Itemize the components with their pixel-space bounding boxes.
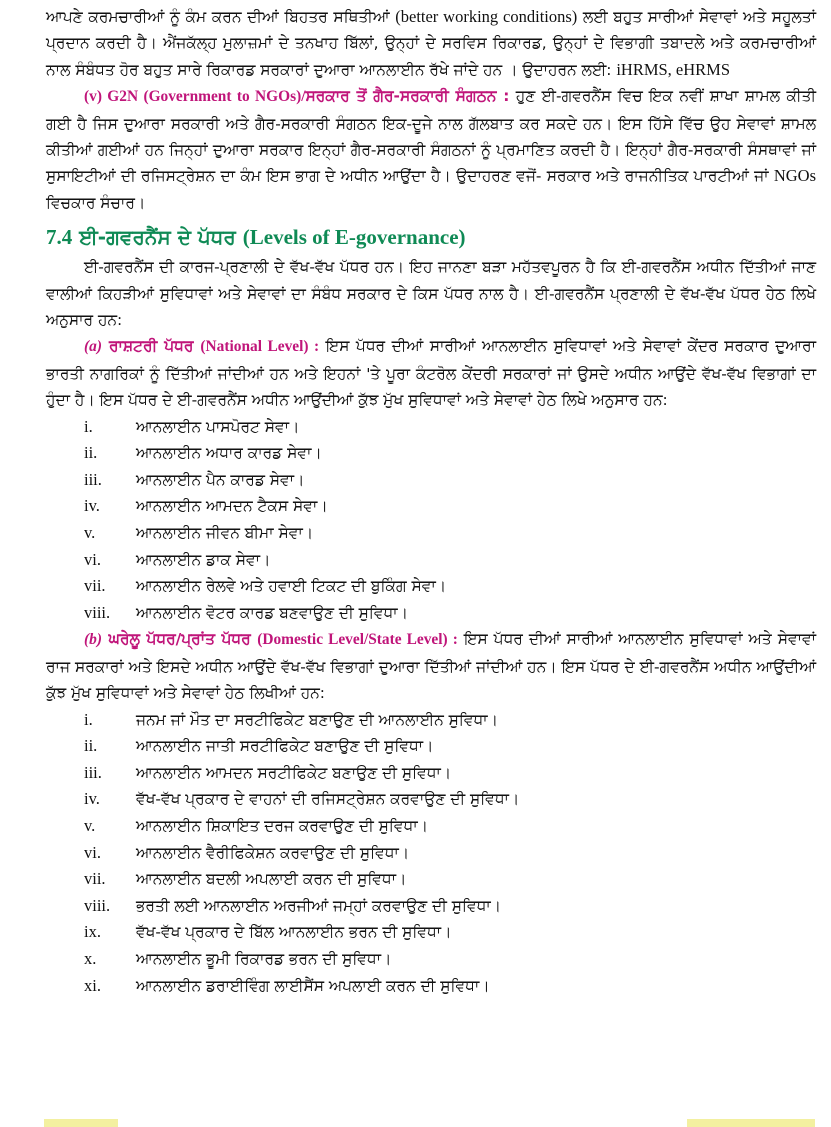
intro-text-c: ਲਈ ਬਹੁਤ ਸਾਰੀਆਂ ਸੇਵਾਵਾਂ ਅਤੇ ਸਹੂਲਤਾਂ ਪ੍ਰਦਾਨ ਕਰਦੀ ਹੈ। ਐਂਜਕੱਲ੍ਹ ਮੁਲਾਜ਼ਮਾਂ ਦੇ ਤਨਖਾਹ ਬਿੱਲਾਂ, ਉਨ੍ਹਾਂ ਦੇ ਸਰਵਿਸ ਰਿਕਾਰਡ, ਉਨ੍ਹਾਂ ਦੇ ਵਿਭਾਗੀ ਤਬਾਦਲੇ ਅਤੇ ਕਰਮਚਾਰੀਆਂ ਨਾਲ ਸੰਬੰਧਤ ਹੋਰ ਬਹੁਤ ਸਾਰੇ ਰਿਕਾਰਡ ਸਰਕਾਰਾਂ ਦੁਆਰਾ ਆਨਲਾਈਨ ਰੱਖੇ ਜਾਂਦੇ ਹਨ । ਉਦਾਹਰਨ ਲਈ: [46,8,817,79]
list-item: iii. ਆਨਲਾਈਨ ਪੈਨ ਕਾਰਡ ਸੇਵਾ। [84,469,305,489]
section-title-latin: (Levels of E-governance) [242,225,466,250]
list-item: v. ਆਨਲਾਈਨ ਸ਼ਿਕਾਇਤ ਦਰਜ ਕਰਵਾਉਣ ਦੀ ਸੁਵਿਧਾ। [84,816,428,836]
domestic-list [46,707,816,1000]
g2n-heading-gurmukhi: ਸਰਕਾਰ ਤੋਂ ਗੈਰ-ਸਰਕਾਰੀ ਸੰਗਠਨ : [305,87,510,106]
list-item: vi. ਆਨਲਾਈਨ ਵੈਰੀਫਿਕੇਸ਼ਨ ਕਰਵਾਉਣ ਦੀ ਸੁਵਿਧਾ। [84,842,410,862]
section-number: 7.4 [46,225,73,250]
list-item: viii. ਭਰਤੀ ਲਈ ਆਨਲਾਈਨ ਅਰਜੀਆਂ ਜਮ੍ਹਾਂ ਕਰਵਾਉਣ ਦੀ ਸੁਵਿਧਾ। [84,895,502,915]
list-item: i. ਆਨਲਾਈਨ ਪਾਸਪੋਰਟ ਸੇਵਾ। [84,416,300,436]
section-title-gurmukhi: ਈ-ਗਵਰਨੈਂਸ ਦੇ ਪੱਧਰ [72,225,243,250]
list-item: ii. ਆਨਲਾਈਨ ਜਾਤੀ ਸਰਟੀਫਿਕੇਟ ਬਣਾਉਣ ਦੀ ਸੁਵਿਧਾ। [84,736,434,756]
domestic-label-letter: (b) [84,631,102,649]
g2n-text-a: ਹੁਣ ਈ-ਗਵਰਨੈਂਸ ਵਿਚ ਇਕ ਨਵੀਂ ਸ਼ਾਖਾ ਸ਼ਾਮਲ ਕੀਤੀ ਗਈ ਹੈ ਜਿਸ ਦੁਆਰਾ ਸਰਕਾਰੀ ਅਤੇ ਗੈਰ-ਸਰਕਾਰੀ ਸੰਗਠਨ ਇਕ-ਦੂਜੇ ਨਾਲ ਗੱਲਬਾਤ ਕਰ ਸਕਦੇ ਹਨ। ਇਸ ਹਿੱਸੇ ਵਿੱਚ ਉਹ ਸੇਵਾਵਾਂ ਸ਼ਾਮਲ ਕੀਤੀਆਂ ਗਈਆਂ ਹਨ ਜਿਨ੍ਹਾਂ ਦੁਆਰਾ ਸਰਕਾਰ ਇਨ੍ਹਾਂ ਗੈਰ-ਸਰਕਾਰੀ ਸੰਗਠਨਾਂ ਨੂੰ ਪ੍ਰਮਾਣਿਤ ਕਰਦੀ ਹੈ। ਇਨ੍ਹਾਂ ਗੈਰ-ਸਰਕਾਰੀ ਸੰਸਥਾਵਾਂ ਜਾਂ ਸੁਸਾਇਟੀਆਂ ਦੀ ਰਜਿਸਟ੍ਰੇਸ਼ਨ ਦਾ ਕੰਮ ਇਸ ਭਾਗ ਦੇ ਅਧੀਨ ਆਉਂਦਾ ਹੈ। ਉਦਾਹਰਣ ਵਜੋਂ- ਸਰਕਾਰ ਅਤੇ ਰਾਜਨੀਤਿਕ ਪਾਰਟੀਆਂ ਜਾਂ [46,87,817,186]
national-label-letter: (a) [84,338,102,356]
g2n-text-c: ਵਿਚਕਾਰ ਸੰਚਾਰ। [46,193,146,212]
list-item: viii. ਆਨਲਾਈਨ ਵੋਟਰ ਕਾਰਡ ਬਣਵਾਉਣ ਦੀ ਸੁਵਿਧਾ। [84,602,408,622]
list-item: xi. ਆਨਲਾਈਨ ਡਰਾਈਵਿੰਗ ਲਾਈਸੈਂਸ ਅਪਲਾਈ ਕਰਨ ਦੀ ਸੁਵਿਧਾ। [84,975,490,995]
section-intro: ਈ-ਗਵਰਨੈਂਸ ਦੀ ਕਾਰਜ-ਪ੍ਰਣਾਲੀ ਦੇ ਵੱਖ-ਵੱਖ ਪੱਧਰ ਹਨ। ਇਹ ਜਾਨਣਾ ਬੜਾ ਮਹੱਤਵਪੂਰਨ ਹੈ ਕਿ ਈ-ਗਵਰਨੈਂਸ ਅਧੀਨ ਦਿੱਤੀਆਂ ਜਾਣ ਵਾਲੀਆਂ ਕਿਹੜੀਆਂ ਸੁਵਿਧਾਵਾਂ ਅਤੇ ਸੇਵਾਵਾਂ ਦਾ ਸੰਬੰਧ ਸਰਕਾਰ ਦੇ ਕਿਸ ਪੱਧਰ ਨਾਲ ਹੈ। ਈ-ਗਵਰਨੈਂਸ ਪ੍ਰਣਾਲੀ ਦੇ ਵੱਖ-ਵੱਖ ਪੱਧਰ ਹੇਠ ਲਿਖੇ ਅਨੁਸਾਰ ਹਨ: [46,258,816,330]
section-heading [46,222,816,252]
list-item: vii. ਆਨਲਾਈਨ ਬਦਲੀ ਅਪਲਾਈ ਕਰਨ ਦੀ ਸੁਵਿਧਾ। [84,869,407,889]
list-item: iv. ਵੱਖ-ਵੱਖ ਪ੍ਰਕਾਰ ਦੇ ਵਾਹਨਾਂ ਦੀ ਰਜਿਸਟ੍ਰੇਸ਼ਨ ਕਰਵਾਉਣ ਦੀ ਸੁਵਿਧਾ। [84,789,520,809]
domestic-label-gurmukhi: ਘਰੇਲੂ ਪੱਧਰ/ਪ੍ਰਾਂਤ ਪੱਧਰ [101,630,258,649]
national-label-latin: (National Level) : [200,338,320,356]
list-item: iii. ਆਨਲਾਈਨ ਆਮਦਨ ਸਰਟੀਫਿਕੇਟ ਬਣਾਉਣ ਦੀ ਸੁਵਿਧਾ। [84,762,452,782]
intro-paragraph [46,4,816,83]
intro-text-a: ਆਪਣੇ ਕਰਮਚਾਰੀਆਂ ਨੂੰ ਕੰਮ ਕਰਨ ਦੀਆਂ ਬਿਹਤਰ ਸਥਿਤੀਆਂ [46,8,396,26]
intro-examples: iHRMS, eHRMS [616,59,731,79]
footer-bar-left [44,1119,118,1127]
list-item: v. ਆਨਲਾਈਨ ਜੀਵਨ ਬੀਮਾ ਸੇਵਾ। [84,523,314,543]
list-item: ix. ਵੱਖ-ਵੱਖ ਪ੍ਰਕਾਰ ਦੇ ਬਿੱਲ ਆਨਲਾਈਨ ਭਰਨ ਦੀ ਸੁਵਿਧਾ। [84,922,452,942]
national-paragraph [46,333,816,413]
list-item: i. ਜਨਮ ਜਾਂ ਮੌਤ ਦਾ ਸਰਟੀਫਿਕੇਟ ਬਣਾਉਣ ਦੀ ਆਨਲਾਈਨ ਸੁਵਿਧਾ। [84,709,498,729]
national-text: ਇਸ ਪੱਧਰ ਦੀਆਂ ਸਾਰੀਆਂ ਆਨਲਾਈਨ ਸੁਵਿਧਾਵਾਂ ਅਤੇ ਸੇਵਾਵਾਂ ਕੇਂਦਰ ਸਰਕਾਰ ਦੁਆਰਾ ਭਾਰਤੀ ਨਾਗਰਿਕਾਂ ਨੂੰ ਦਿੱਤੀਆਂ ਜਾਂਦੀਆਂ ਹਨ ਅਤੇ ਇਹਨਾਂ 'ਤੇ ਪੂਰਾ ਕੰਟਰੋਲ ਕੇਂਦਰੀ ਸਰਕਾਰਾਂ ਜਾਂ ਉਸਦੇ ਅਧੀਨ ਆਉਂਦੇ ਵੱਖ-ਵੱਖ ਵਿਭਾਗਾਂ ਦਾ ਹੁੰਦਾ ਹੈ। ਇਸ ਪੱਧਰ ਦੇ ਈ-ਗਵਰਨੈਂਸ ਅਧੀਨ ਆਉਂਦੀਆਂ ਕੁੱਝ ਮੁੱਖ ਸੁਵਿਧਾਵਾਂ ਅਤੇ ਸੇਵਾਵਾਂ ਹੇਠ ਲਿਖੇ ਅਨੁਸਾਰ ਹਨ: [46,337,816,410]
national-label-gurmukhi: ਰਾਸ਼ਟਰੀ ਪੱਧਰ [101,337,201,356]
list-item: x. ਆਨਲਾਈਨ ਭੂਮੀ ਰਿਕਾਰਡ ਭਰਨ ਦੀ ਸੁਵਿਧਾ। [84,949,392,968]
g2n-heading-latin: (v) G2N (Government to NGOs)/ [84,88,306,106]
footer-bar-right [687,1119,815,1127]
list-item: ii. ਆਨਲਾਈਨ ਅਧਾਰ ਕਾਰਡ ਸੇਵਾ। [84,443,322,463]
domestic-label-latin: (Domestic Level/State Level) : [257,631,458,649]
national-list [46,414,816,627]
list-item: vi. ਆਨਲਾਈਨ ਡਾਕ ਸੇਵਾ। [84,549,271,569]
intro-text-b: (better working conditions) [395,7,578,26]
list-item: iv. ਆਨਲਾਈਨ ਆਮਦਨ ਟੈਕਸ ਸੇਵਾ। [84,496,328,516]
page-content [46,4,816,999]
g2n-paragraph [46,83,816,216]
domestic-text: ਇਸ ਪੱਧਰ ਦੀਆਂ ਸਾਰੀਆਂ ਆਨਲਾਈਨ ਸੁਵਿਧਾਵਾਂ ਅਤੇ ਸੇਵਾਵਾਂ ਰਾਜ ਸਰਕਾਰਾਂ ਅਤੇ ਇਸਦੇ ਅਧੀਨ ਆਉਂਦੇ ਵੱਖ-ਵੱਖ ਵਿਭਾਗਾਂ ਦੁਆਰਾ ਦਿੱਤੀਆਂ ਜਾਂਦੀਆਂ ਹਨ। ਇਸ ਪੱਧਰ ਦੇ ਈ-ਗਵਰਨੈਂਸ ਅਧੀਨ ਆਉਂਦੀਆਂ ਕੁੱਝ ਮੁੱਖ ਸੁਵਿਧਾਵਾਂ ਅਤੇ ਸੇਵਾਵਾਂ ਹੇਠ ਲਿਖੀਆਂ ਹਨ: [46,630,816,703]
domestic-paragraph [46,626,816,706]
list-item: vii. ਆਨਲਾਈਨ ਰੇਲਵੇ ਅਤੇ ਹਵਾਈ ਟਿਕਟ ਦੀ ਬੁਕਿੰਗ ਸੇਵਾ। [84,576,447,596]
g2n-text-b: NGOs [773,166,816,186]
